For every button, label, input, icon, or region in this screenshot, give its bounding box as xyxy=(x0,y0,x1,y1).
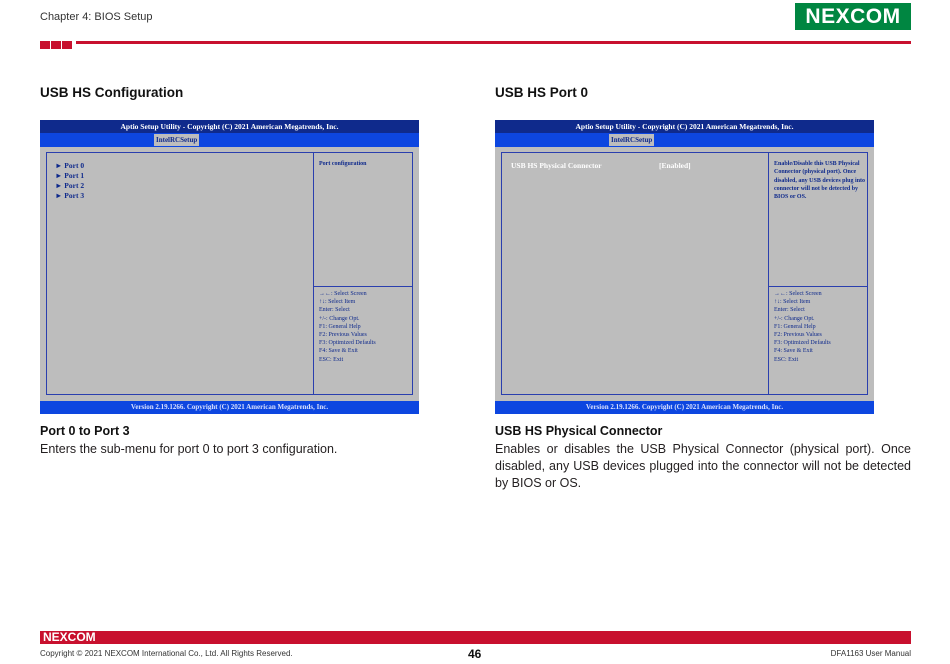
key-general-help: F1: General Help xyxy=(319,323,361,330)
key-enter-select: Enter: Select xyxy=(774,307,805,314)
bios-tab-intelrcsetup[interactable]: IntelRCSetup xyxy=(611,136,653,144)
nexcom-logo: NEXCOM xyxy=(795,3,911,30)
header-squares xyxy=(40,41,73,49)
key-change-opt: +/-: Change Opt. xyxy=(319,315,360,322)
key-change-opt: +/-: Change Opt. xyxy=(774,315,815,322)
bios-bottom-bar: Version 2.19.1266. Copyright (C) 2021 American Megatrends, Inc. xyxy=(495,401,874,414)
key-select-screen: →←: Select Screen xyxy=(319,291,367,297)
footer-manual-title: DFA1163 User Manual xyxy=(830,649,911,658)
bios-top-bar: Aptio Setup Utility - Copyright (C) 2021 American Megatrends, Inc. xyxy=(495,120,874,133)
bios-menu-panel xyxy=(46,152,314,395)
key-save-exit: F4: Save & Exit xyxy=(319,348,358,355)
desc-title-usb-hs-physical-connector: USB HS Physical Connector xyxy=(495,424,663,438)
desc-body-port-0-to-3: Enters the sub-menu for port 0 to port 3 configuration. xyxy=(40,442,338,456)
section-title-usb-hs-configuration: USB HS Configuration xyxy=(40,85,184,100)
page-number: 46 xyxy=(468,647,482,661)
footer-nexcom-logo: NEXCOM xyxy=(43,630,96,644)
menu-item-port-3[interactable]: ► Port 3 xyxy=(55,191,85,200)
key-optimized-defaults: F3: Optimized Defaults xyxy=(319,340,376,347)
key-previous-values: F2: Previous Values xyxy=(774,332,822,339)
bios-keys-panel xyxy=(313,286,413,395)
key-previous-values: F2: Previous Values xyxy=(319,332,367,339)
key-optimized-defaults: F3: Optimized Defaults xyxy=(774,340,831,347)
help-text: Port configuration xyxy=(319,161,367,167)
key-select-screen: →←: Select Screen xyxy=(774,291,822,297)
bios-top-bar: Aptio Setup Utility - Copyright (C) 2021 American Megatrends, Inc. xyxy=(40,120,419,133)
header-divider xyxy=(76,41,911,44)
key-esc-exit: ESC: Exit xyxy=(774,356,799,363)
bios-tab-bar xyxy=(495,133,874,147)
key-esc-exit: ESC: Exit xyxy=(319,356,344,363)
bios-tab-bar xyxy=(40,133,419,147)
key-select-item: ↑↓: Select Item xyxy=(319,299,356,306)
setting-usb-hs-physical-connector[interactable]: USB HS Physical Connector xyxy=(511,161,602,170)
key-general-help: F1: General Help xyxy=(774,323,816,330)
key-legend xyxy=(774,290,831,364)
footer-copyright: Copyright © 2021 NEXCOM International Co., Ltd. All Rights Reserved. xyxy=(40,649,293,658)
key-save-exit: F4: Save & Exit xyxy=(774,348,813,355)
help-text: Enable/Disable this USB Physical Connector (physical port). Once disabled, any USB devices plug into connector will not be detected by BIOS or OS. xyxy=(774,161,866,201)
menu-item-port-0[interactable]: ► Port 0 xyxy=(55,161,85,170)
chapter-title: Chapter 4: BIOS Setup xyxy=(40,11,153,23)
bios-bottom-bar: Version 2.19.1266. Copyright (C) 2021 American Megatrends, Inc. xyxy=(40,401,419,414)
desc-body-usb-hs-physical-connector: Enables or disables the USB Physical Connector (physical port). Once disabled, any USB devices plugged into the connector will not be detected by BIOS or OS. xyxy=(495,442,911,490)
bios-screen-usb-hs-configuration xyxy=(40,120,419,414)
bios-menu-panel xyxy=(501,152,769,395)
bios-tab-intelrcsetup[interactable]: IntelRCSetup xyxy=(156,136,198,144)
section-title-usb-hs-port-0: USB HS Port 0 xyxy=(495,85,589,100)
bios-keys-panel xyxy=(768,286,868,395)
bios-screen-usb-hs-port-0 xyxy=(495,120,874,414)
footer-bar xyxy=(40,631,911,644)
key-select-item: ↑↓: Select Item xyxy=(774,299,811,306)
bios-help-panel xyxy=(768,152,868,287)
menu-item-port-1[interactable]: ► Port 1 xyxy=(55,171,85,180)
desc-title-port-0-to-3: Port 0 to Port 3 xyxy=(40,424,130,438)
key-legend xyxy=(319,290,376,364)
key-enter-select: Enter: Select xyxy=(319,307,350,314)
setting-value-enabled[interactable]: [Enabled] xyxy=(659,161,691,170)
footer-squares xyxy=(893,631,911,645)
bios-help-panel xyxy=(313,152,413,287)
menu-item-port-2[interactable]: ► Port 2 xyxy=(55,181,85,190)
